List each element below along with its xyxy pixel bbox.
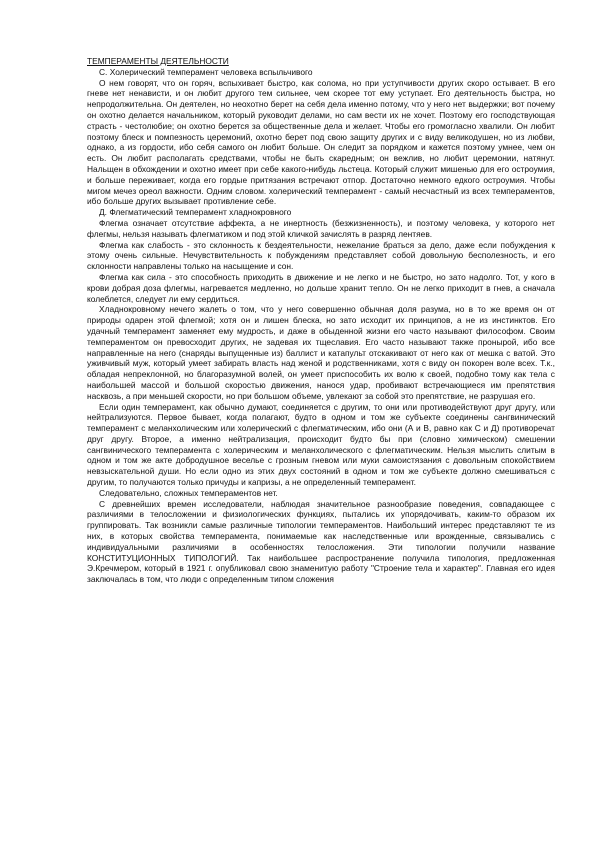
paragraph: Если один темперамент, как обычно думают, соединяется с другим, то они или противодействуют друг другу, или нейтрализуются. Первое бывает, когда полагают, будто в одном и том же субъекте соединены сангвинический темперамент с меланхолическим или холерический с флегматическим, ибо они (А и В, равно как С и Д) противоречат друг другу. Второе, а именно нейтрализация, происходит будто бы при (словно химическом) смешении сангвинического темперамента с холерическим и меланхолического с флегматическим. Нельзя мыслить слитым в одном и том же акте добродушное веселье с грозным гневом или муки самоистязания с довольным спокойствием невзыскательной души. Но если одно из этих двух состояний в одном и том же субъекте должно смешиваться с другим, то получаются только причуды и капризы, а не определенный темперамент. bbox=[87, 401, 555, 488]
paragraph: Флегма как слабость - это склонность к бездеятельности, нежелание браться за дело, даже если побуждения к этому очень сильные. Нечувствительность к побуждениям представляет собой довольную бесполезность, и его склонности направлены только на насыщение и сон. bbox=[87, 239, 555, 272]
paragraph: О нем говорят, что он горяч, вспыхивает быстро, как солома, но при уступчивости других скоро остывает. В его гневе нет ненависти, и он любит другого тем сильнее, чем скорее тот ему уступает. Его деятельность быстра, но непродолжительна. Он деятелен, но неохотно берет на себя дела именно потому, что у него нет выдержки; вот почему он охотно делается начальником, который руководит делами, но сам вести их не хочет. Поэтому его господствующая страсть - честолюбие; он охотно берется за общественные дела и желает. Чтобы его громогласно хвалили. Он любит поэтому блеск и помпезность церемоний, охотно берет под свою защиту других и с виду великодушен, но из любви, однако, а из гордости, ибо себя самого он любит больше. Он следит за порядком и кажется поэтому умнее, чем он есть. Он любит располагать средствами, чтобы не быть скаредным; он вежлив, но любит церемонии, натянут. Нальщен в обхождении и охотно имеет при себе какого-нибудь льстеца. Который служит мишенью для его остроумия, и больше переживает, когда его гордые притязания встречают отпор. Достаточно немного едкого остроумия. Чтобы мигом мечез ореол важности. Одним словом. холерический темперамент - самый несчастный из всех темпераментов, ибо больше других вызывает противление себе. bbox=[87, 77, 555, 207]
paragraph: Флегма как сила - это способность приходить в движение и не легко и не быстро, но зато надолго. Тот, у кого в крови добрая доза флегмы, нагревается медленно, но дольше хранит тепло. Он не легко приходит в гнев, а сначала колеблется, следует ли ему сердиться. bbox=[87, 271, 555, 304]
paragraph: Флегма означает отсутствие аффекта, а не инертность (безжизненность), и поэтому человека, у которого нет флегмы, нельзя называть флегматиком и под этой кличкой зачислять в разряд лентяев. bbox=[87, 217, 555, 239]
section-heading-phlegmatic: Д. Флегматический темперамент хладнокровного bbox=[99, 207, 292, 218]
section-heading-choleric: С. Холерический темперамент человека вспыльчивого bbox=[99, 66, 313, 77]
paragraph: С древнейших времен исследователи, наблюдая значительное разнообразие поведения, совпадающее с различиями в телосложении и физиологических функциях, пытались их упорядочивать, каким-то образом их группировать. Так возникли самые различные типологии темпераментов. Наибольший интерес представляют те из них, в которых свойства темперамента, понимаемые как наследственные или врожденные, связывались с индивидуальными различиями в особенностях телосложения. Эти типологии получили название КОНСТИТУЦИОННЫХ ТИПОЛОГИЙ. Так наибольшее распространение получила типология, предложенная Э.Кречмером, который в 1921 г. опубликовал свою знаменитую работу "Строение тела и характер". Главная его идея заключалась в том, что люди с определенным типом сложения bbox=[87, 498, 555, 585]
document-page bbox=[87, 56, 555, 585]
paragraph: Следовательно, сложных темпераментов нет. bbox=[99, 487, 278, 498]
document-title: ТЕМПЕРАМЕНТЫ ДЕЯТЕЛЬНОСТИ bbox=[87, 56, 229, 66]
paragraph: Хладнокровному нечего жалеть о том, что у него совершенно обычная доля разума, но в то же время он от природы одарен этой флегмой; хотя он и лишен блеска, но зато исходит их принципов, а не из инстинктов. Его удачный темперамент заменяет ему мудрость, и даже в обыденной жизни его часто называют философом. Своим темпераментом он превосходит других, не задевая их тщеславия. Его часто называют также пронырой, ибо все направленные на него (снаряды выпущенные из) баллист и катапульт отскакивают от него как от мешка с ватой. Это уживчивый муж, который умеет забирать власть над женой и родственниками, хотя с виду он покорен воле всех. Т.к., обладая непреклонной, но благоразумной волей, он умеет приспособить их волю к своей, подобно тому как тела с наибольшей массой и большой скоростью движения, нанося удар, пробивают встречающиеся им препятствия насквозь, а при меньшей скорости, но при большом объеме, увлекают за собой это препятствие, не разрушая его. bbox=[87, 304, 555, 401]
